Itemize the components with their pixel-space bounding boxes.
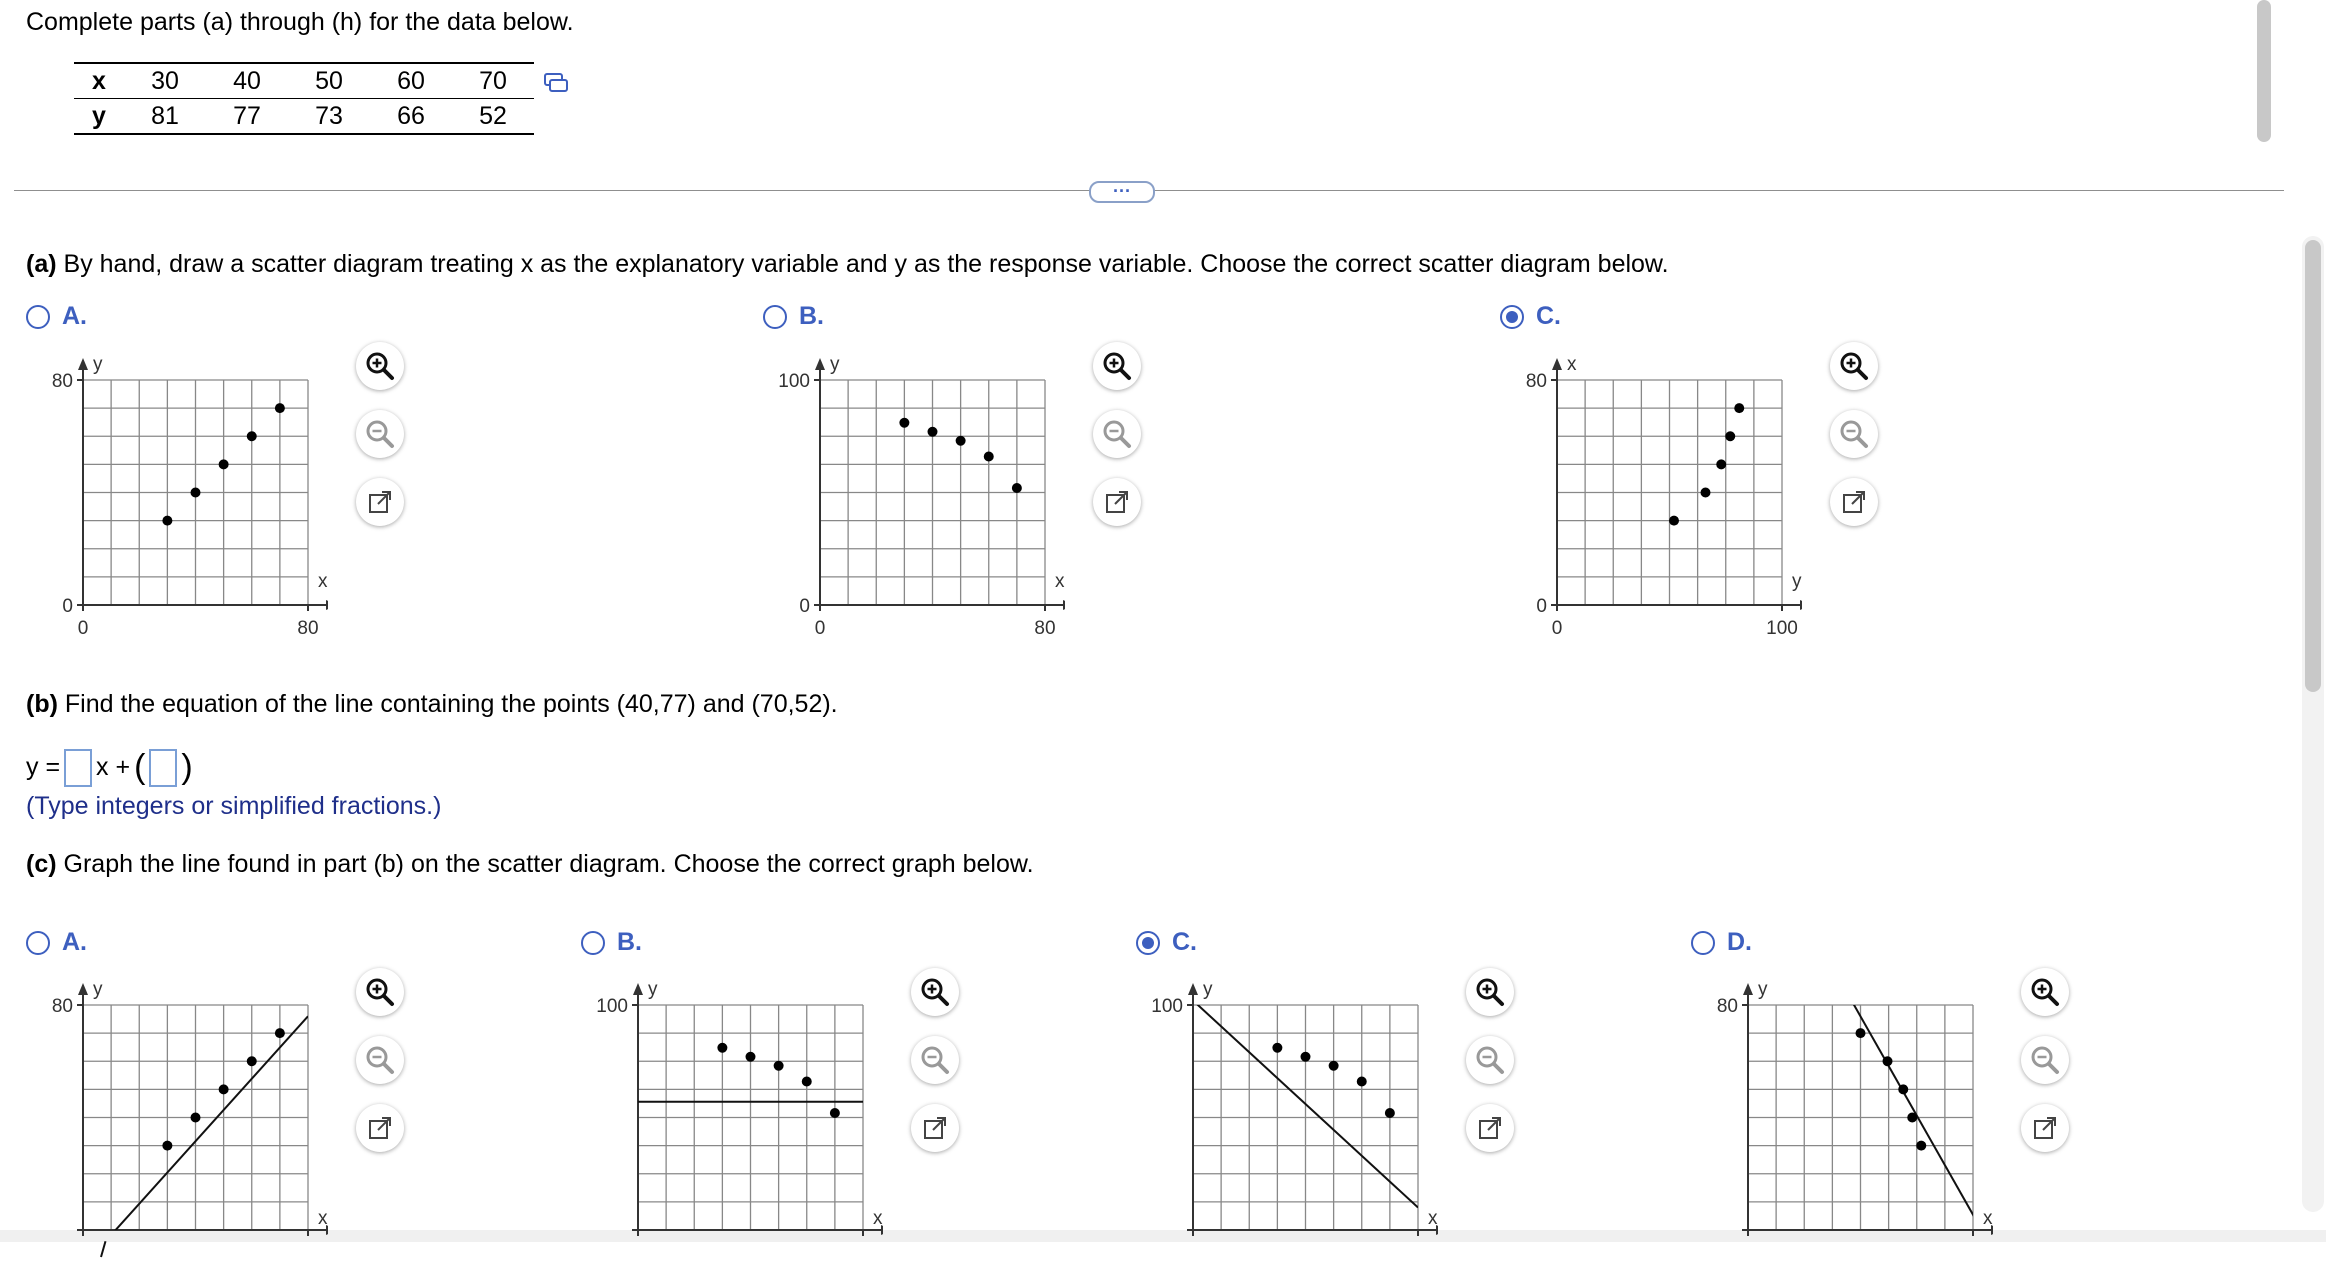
part-c-c-zoom-in-button[interactable] bbox=[1466, 968, 1514, 1016]
part-c-d-zoom-out-button[interactable] bbox=[2021, 1036, 2069, 1084]
popout-icon bbox=[1476, 1114, 1504, 1142]
zoom-out-icon bbox=[1474, 1044, 1506, 1076]
prompt-text: Complete parts (a) through (h) for the data below. bbox=[26, 8, 574, 36]
table-cell: 70 bbox=[479, 66, 507, 95]
part-b-question bbox=[26, 690, 838, 719]
part-a-b-zoom-out-button[interactable] bbox=[1093, 410, 1141, 458]
table-cell: 52 bbox=[479, 101, 507, 130]
part-c-a-zoom-out-button[interactable] bbox=[356, 1036, 404, 1084]
option-letter: D. bbox=[1727, 928, 1752, 956]
data-point bbox=[1734, 403, 1744, 413]
part-a-option-a[interactable] bbox=[26, 302, 87, 331]
regression-line-extension bbox=[101, 1241, 106, 1257]
intercept-input[interactable] bbox=[149, 749, 177, 787]
axis-vertical-label: y bbox=[1758, 979, 1768, 1000]
data-point bbox=[191, 1113, 201, 1123]
part-c-option-d[interactable] bbox=[1691, 928, 1752, 957]
part-c-a-zoom-in-button[interactable] bbox=[356, 968, 404, 1016]
data-point bbox=[275, 1028, 285, 1038]
data-point bbox=[956, 436, 966, 446]
data-point bbox=[219, 459, 229, 469]
table-cell: 30 bbox=[151, 66, 179, 95]
tick-label: 100 bbox=[1151, 996, 1183, 1017]
table-cell: 60 bbox=[397, 66, 425, 95]
hint-text: (Type integers or simplified fractions.) bbox=[26, 792, 442, 820]
popout-icon bbox=[1103, 488, 1131, 516]
radio-button[interactable] bbox=[1691, 931, 1715, 955]
tick-label: 0 bbox=[77, 618, 89, 639]
data-point bbox=[1856, 1028, 1866, 1038]
scrollbar-top[interactable] bbox=[2257, 0, 2271, 142]
axis-horizontal-label: x bbox=[1428, 1208, 1438, 1229]
zoom-out-icon bbox=[919, 1044, 951, 1076]
table-cell: 73 bbox=[315, 101, 343, 130]
data-point bbox=[830, 1108, 840, 1118]
scrollbar-main-thumb[interactable] bbox=[2305, 240, 2321, 692]
tick-label: 80 bbox=[51, 371, 73, 392]
table-cell: 66 bbox=[397, 101, 425, 130]
close-paren: ) bbox=[181, 748, 193, 786]
expand-divider-button[interactable]: ··· bbox=[1089, 181, 1155, 203]
tick-label: 80 bbox=[297, 618, 319, 639]
axis-vertical-label: y bbox=[93, 354, 103, 375]
axis-horizontal-label: x bbox=[1983, 1208, 1993, 1229]
data-point bbox=[1301, 1052, 1311, 1062]
radio-button[interactable] bbox=[763, 305, 787, 329]
tick-label: 80 bbox=[1034, 618, 1056, 639]
part-b-label: (b) bbox=[26, 690, 58, 718]
data-point bbox=[1385, 1108, 1395, 1118]
zoom-in-icon bbox=[1838, 350, 1870, 382]
graph-a-c bbox=[1472, 350, 1802, 650]
axis-horizontal-label: y bbox=[1792, 571, 1802, 592]
data-point bbox=[1357, 1077, 1367, 1087]
data-point bbox=[802, 1077, 812, 1087]
axis-vertical-label: y bbox=[830, 354, 840, 375]
zoom-in-icon bbox=[364, 976, 396, 1008]
data-point bbox=[1907, 1113, 1917, 1123]
tick-label: 80 bbox=[1716, 996, 1738, 1017]
axis-vertical-label: y bbox=[1203, 979, 1213, 1000]
data-point bbox=[162, 516, 172, 526]
zoom-out-icon bbox=[2029, 1044, 2061, 1076]
option-letter: C. bbox=[1172, 928, 1197, 956]
data-point bbox=[746, 1052, 756, 1062]
tick-label: 100 bbox=[1766, 618, 1798, 639]
tick-label: 0 bbox=[1551, 618, 1563, 639]
part-c-text: Graph the line found in part (b) on the scatter diagram. Choose the correct graph below. bbox=[63, 850, 1034, 878]
option-letter: B. bbox=[799, 302, 824, 330]
copy-data-icon[interactable] bbox=[543, 72, 569, 99]
radio-button[interactable] bbox=[581, 931, 605, 955]
tick-label: 100 bbox=[596, 996, 628, 1017]
part-a-label: (a) bbox=[26, 250, 57, 278]
part-c-option-c[interactable] bbox=[1136, 928, 1197, 957]
zoom-in-icon bbox=[364, 350, 396, 382]
eq-mid: x + bbox=[96, 753, 131, 781]
popout-icon bbox=[366, 488, 394, 516]
data-point bbox=[899, 418, 909, 428]
part-c-question bbox=[26, 850, 1034, 879]
axis-vertical-label: y bbox=[648, 979, 658, 1000]
table-cell: 50 bbox=[315, 66, 343, 95]
tick-label: 0 bbox=[62, 596, 73, 617]
table-cell: 40 bbox=[233, 66, 261, 95]
data-point bbox=[717, 1043, 727, 1053]
table-cell: 81 bbox=[151, 101, 179, 130]
part-a-c-zoom-in-button[interactable] bbox=[1830, 342, 1878, 390]
data-table bbox=[74, 62, 534, 135]
data-point bbox=[247, 431, 257, 441]
part-a-b-zoom-in-button[interactable] bbox=[1093, 342, 1141, 390]
data-point bbox=[774, 1061, 784, 1071]
part-c-option-a[interactable] bbox=[26, 928, 87, 957]
data-point bbox=[219, 1084, 229, 1094]
data-point bbox=[1329, 1061, 1339, 1071]
table-cell: 77 bbox=[233, 101, 261, 130]
part-c-b-popout-button[interactable] bbox=[911, 1104, 959, 1152]
part-a-question bbox=[26, 250, 1669, 279]
table-y-label: y bbox=[92, 101, 106, 130]
popout-icon bbox=[2031, 1114, 2059, 1142]
part-c-b-zoom-in-button[interactable] bbox=[911, 968, 959, 1016]
part-b-text: Find the equation of the line containing the points (40,77) and (70,52). bbox=[64, 690, 838, 718]
table-x-label: x bbox=[92, 66, 106, 95]
tick-label: 0 bbox=[1536, 596, 1547, 617]
zoom-in-icon bbox=[1474, 976, 1506, 1008]
option-letter: A. bbox=[62, 302, 87, 330]
data-point bbox=[1701, 488, 1711, 498]
tick-label: 0 bbox=[814, 618, 826, 639]
zoom-out-icon bbox=[364, 418, 396, 450]
equation-row bbox=[26, 748, 193, 787]
part-c-a-popout-button[interactable] bbox=[356, 1104, 404, 1152]
zoom-in-icon bbox=[919, 976, 951, 1008]
radio-button[interactable] bbox=[26, 305, 50, 329]
part-a-text: By hand, draw a scatter diagram treating x as the explanatory variable and y as the response variable. Choose the correct scatter diagram below. bbox=[63, 250, 1669, 278]
option-letter: C. bbox=[1536, 302, 1561, 330]
data-point bbox=[275, 403, 285, 413]
eq-prefix: y = bbox=[26, 753, 61, 781]
radio-button[interactable] bbox=[1136, 931, 1160, 955]
option-letter: B. bbox=[617, 928, 642, 956]
part-a-b-popout-button[interactable] bbox=[1093, 478, 1141, 526]
graph-a-b bbox=[735, 350, 1065, 650]
axis-horizontal-label: x bbox=[873, 1208, 883, 1229]
part-c-option-b[interactable] bbox=[581, 928, 642, 957]
zoom-out-icon bbox=[1101, 418, 1133, 450]
data-point bbox=[247, 1056, 257, 1066]
part-a-a-zoom-in-button[interactable] bbox=[356, 342, 404, 390]
popout-icon bbox=[1840, 488, 1868, 516]
popout-icon bbox=[921, 1114, 949, 1142]
data-point bbox=[191, 488, 201, 498]
part-a-option-b[interactable] bbox=[763, 302, 824, 331]
tick-label: 80 bbox=[1525, 371, 1547, 392]
tick-label: 0 bbox=[799, 596, 810, 617]
data-point bbox=[1669, 516, 1679, 526]
data-point bbox=[984, 452, 994, 462]
zoom-in-icon bbox=[2029, 976, 2061, 1008]
radio-button[interactable] bbox=[26, 931, 50, 955]
zoom-out-icon bbox=[1838, 418, 1870, 450]
axis-horizontal-label: x bbox=[1055, 571, 1065, 592]
data-table-wrap bbox=[74, 62, 534, 135]
axis-vertical-label: y bbox=[93, 979, 103, 1000]
data-point bbox=[1716, 459, 1726, 469]
regression-line bbox=[106, 1016, 309, 1241]
tick-label: 100 bbox=[778, 371, 810, 392]
graph-a-a bbox=[0, 350, 328, 650]
graph-c-c bbox=[1108, 975, 1438, 1275]
open-paren: ( bbox=[134, 748, 146, 786]
part-c-d-zoom-in-button[interactable] bbox=[2021, 968, 2069, 1016]
data-point bbox=[1883, 1056, 1893, 1066]
radio-button[interactable] bbox=[1500, 305, 1524, 329]
popout-icon bbox=[366, 1114, 394, 1142]
graph-c-d bbox=[1663, 975, 1993, 1275]
zoom-in-icon bbox=[1101, 350, 1133, 382]
part-c-c-popout-button[interactable] bbox=[1466, 1104, 1514, 1152]
option-letter: A. bbox=[62, 928, 87, 956]
part-a-c-popout-button[interactable] bbox=[1830, 478, 1878, 526]
part-a-option-c[interactable] bbox=[1500, 302, 1561, 331]
data-point bbox=[1012, 483, 1022, 493]
graph-c-a bbox=[0, 975, 328, 1275]
part-c-c-zoom-out-button[interactable] bbox=[1466, 1036, 1514, 1084]
axis-vertical-label: x bbox=[1567, 354, 1577, 375]
data-point bbox=[1725, 431, 1735, 441]
graph-c-b bbox=[553, 975, 883, 1275]
part-a-c-zoom-out-button[interactable] bbox=[1830, 410, 1878, 458]
data-point bbox=[1272, 1043, 1282, 1053]
part-a-a-zoom-out-button[interactable] bbox=[356, 410, 404, 458]
tick-label: 80 bbox=[51, 996, 73, 1017]
part-c-label: (c) bbox=[26, 850, 57, 878]
part-c-d-popout-button[interactable] bbox=[2021, 1104, 2069, 1152]
zoom-out-icon bbox=[364, 1044, 396, 1076]
data-point bbox=[162, 1141, 172, 1151]
data-point bbox=[928, 427, 938, 437]
axis-horizontal-label: x bbox=[318, 571, 328, 592]
slope-input[interactable] bbox=[64, 749, 92, 787]
part-c-b-zoom-out-button[interactable] bbox=[911, 1036, 959, 1084]
data-point bbox=[1916, 1141, 1926, 1151]
axis-horizontal-label: x bbox=[318, 1208, 328, 1229]
part-a-a-popout-button[interactable] bbox=[356, 478, 404, 526]
data-point bbox=[1898, 1084, 1908, 1094]
